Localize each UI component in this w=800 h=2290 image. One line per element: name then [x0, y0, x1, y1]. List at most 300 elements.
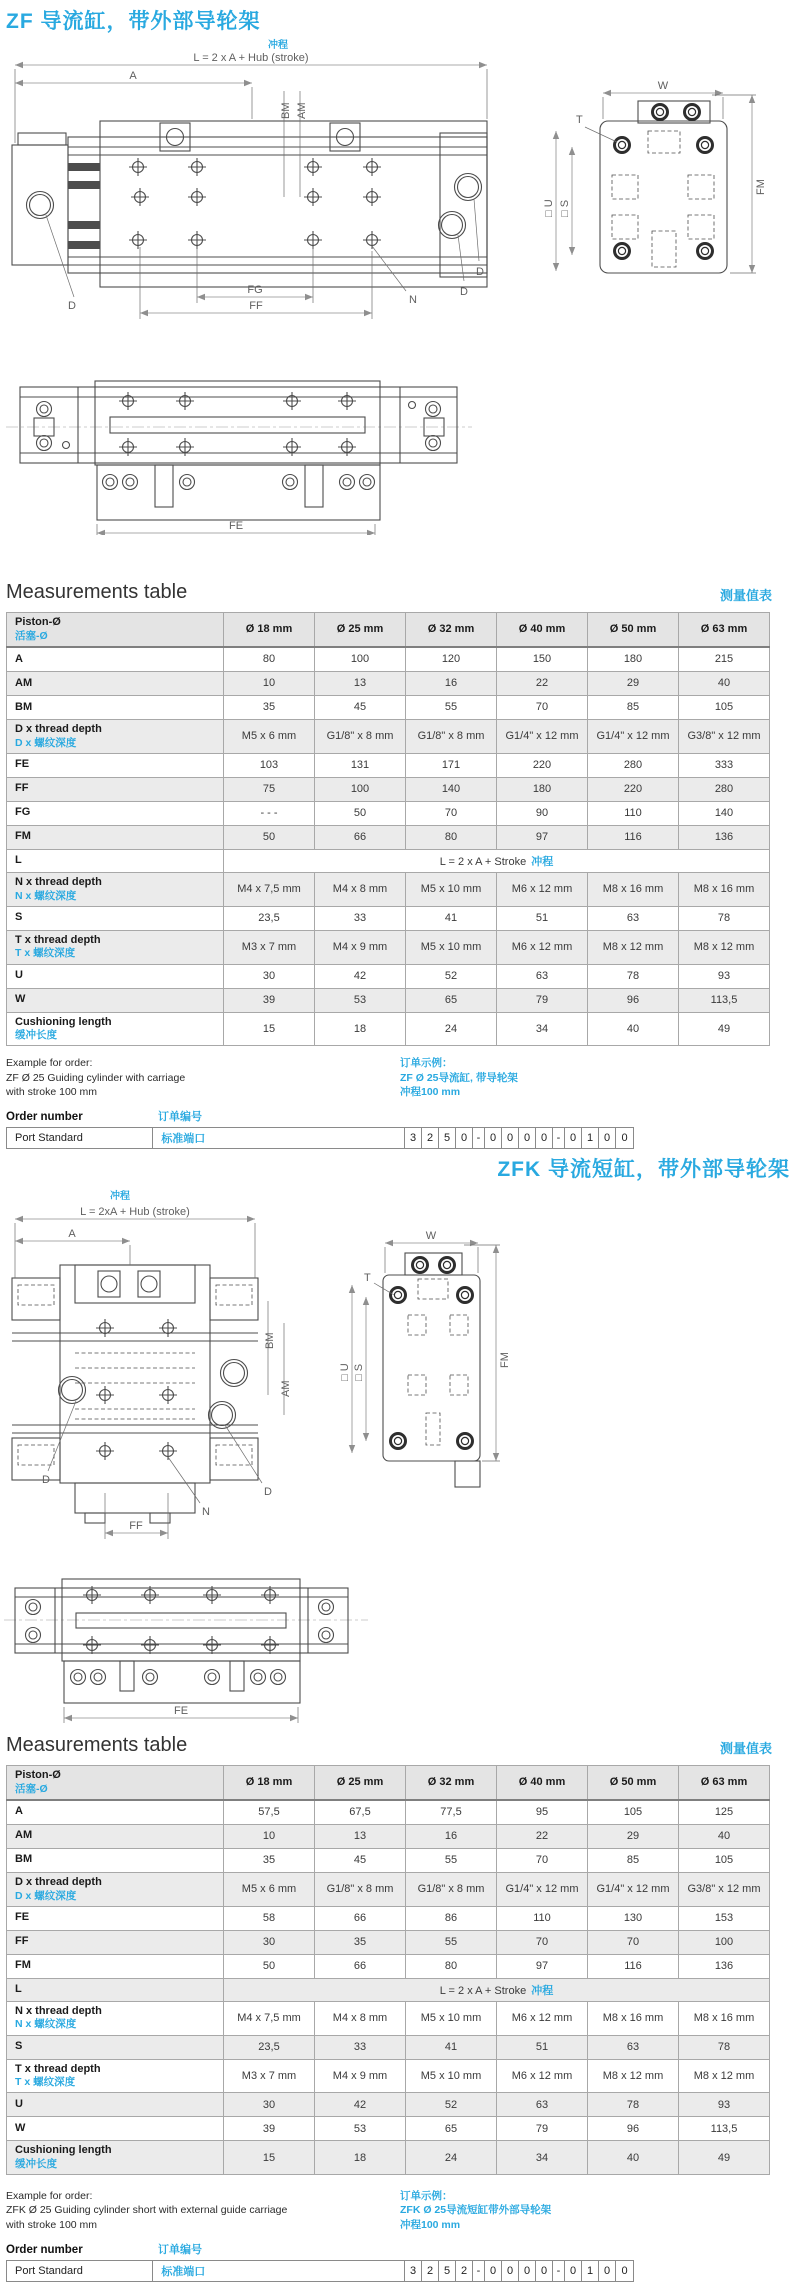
port-label-d: D [460, 286, 468, 298]
value-cell: M6 x 12 mm [497, 930, 588, 964]
value-cell: 105 [679, 1848, 770, 1872]
value-cell: 55 [406, 1930, 497, 1954]
value-cell: M8 x 12 mm [679, 2059, 770, 2093]
value-cell: M4 x 8 mm [315, 872, 406, 906]
value-cell: 53 [315, 2117, 406, 2141]
value-cell: 113,5 [679, 988, 770, 1012]
value-cell: 116 [588, 825, 679, 849]
column-header: Ø 18 mm [224, 1765, 315, 1799]
table-row [7, 719, 770, 753]
dim-label-u: □ U [543, 199, 555, 217]
port-label-d: D [476, 266, 484, 278]
row-label [7, 753, 224, 777]
value-cell: 86 [406, 1906, 497, 1930]
zf-top-view [12, 121, 487, 287]
value-cell: 45 [315, 695, 406, 719]
example-line-zh: 订单示例： [400, 1057, 453, 1070]
piston-label-en: Piston-Ø [15, 616, 61, 628]
value-cell: 40 [588, 2141, 679, 2175]
value-cell: 30 [224, 2093, 315, 2117]
row-label [7, 647, 224, 672]
table-row [7, 695, 770, 719]
code-digit: 0 [519, 2261, 536, 2281]
value-cell: 150 [497, 647, 588, 672]
row-label-en: FF [15, 1935, 29, 1948]
table-row [7, 1012, 770, 1046]
order-code-digits [405, 1128, 633, 1148]
value-cell: G1/8" x 8 mm [406, 719, 497, 753]
zf-end-view [600, 101, 727, 273]
row-label-en: BM [15, 1853, 33, 1866]
example-line: Example for order: [6, 1057, 93, 1070]
value-cell: 34 [497, 2141, 588, 2175]
value-cell: M4 x 9 mm [315, 2059, 406, 2093]
value-cell: 53 [315, 988, 406, 1012]
merged-formula-cell [224, 849, 770, 872]
column-header: Ø 40 mm [497, 613, 588, 647]
value-cell: 49 [679, 1012, 770, 1046]
value-cell: M5 x 10 mm [406, 930, 497, 964]
order-code-bar [6, 2260, 634, 2282]
value-cell: 180 [497, 777, 588, 801]
code-digit: 3 [405, 1128, 422, 1148]
zfk-front-view [15, 1579, 348, 1703]
value-cell: 110 [497, 1906, 588, 1930]
value-cell: 136 [679, 825, 770, 849]
piston-header [7, 613, 224, 647]
row-label-en: S [15, 911, 23, 924]
value-cell: G1/4" x 12 mm [588, 719, 679, 753]
stroke-cn-label: 冲程 [268, 40, 288, 51]
row-label [7, 1800, 224, 1825]
value-cell: M8 x 12 mm [679, 930, 770, 964]
column-header: Ø 32 mm [406, 613, 497, 647]
value-cell: 10 [224, 1824, 315, 1848]
row-label-zh: N x 螺纹深度 [15, 2018, 77, 2031]
value-cell: 333 [679, 753, 770, 777]
code-digit: 0 [621, 1131, 628, 1144]
order-example-en [6, 1056, 400, 1099]
value-cell: 35 [224, 1848, 315, 1872]
measurements-title-en: Measurements table [6, 1733, 188, 1756]
dim-label-s: □ S [353, 1363, 365, 1381]
value-cell: 51 [497, 2035, 588, 2059]
dim-label-ff: FF [249, 300, 263, 312]
row-label-en: FE [15, 758, 30, 771]
value-cell: G1/4" x 12 mm [588, 1872, 679, 1906]
row-label-en: N x thread depth [15, 2004, 102, 2017]
thread-label-n: N [409, 294, 417, 306]
merged-formula-cell [224, 1978, 770, 2001]
row-label [7, 719, 224, 753]
value-cell: 35 [224, 695, 315, 719]
value-cell: M8 x 16 mm [679, 2001, 770, 2035]
code-digit: 0 [565, 1128, 582, 1148]
value-cell: 65 [406, 988, 497, 1012]
row-label-en: AM [15, 1829, 33, 1842]
value-cell: 58 [224, 1906, 315, 1930]
code-digit: 0 [485, 2261, 502, 2281]
table-row [7, 753, 770, 777]
dim-label-l: L = 2xA + Hub (stroke) [80, 1205, 190, 1218]
value-cell: 78 [679, 2035, 770, 2059]
table-row [7, 906, 770, 930]
value-cell: 85 [588, 695, 679, 719]
row-label-en: D x thread depth [15, 722, 102, 735]
table-row [7, 1978, 770, 2001]
value-cell: M8 x 12 mm [588, 930, 679, 964]
value-cell: 140 [406, 777, 497, 801]
order-number-label-zh: 订单编号 [158, 1110, 202, 1123]
measurements-title-zh: 测量值表 [719, 1740, 772, 1756]
zfk-measurements-table-mount [0, 1765, 800, 2175]
code-separator: - [473, 1128, 485, 1148]
value-cell: 97 [497, 1954, 588, 1978]
value-cell: 66 [315, 825, 406, 849]
table-row [7, 671, 770, 695]
value-cell: 103 [224, 753, 315, 777]
value-cell: 50 [224, 1954, 315, 1978]
dim-label-fe: FE [228, 520, 244, 532]
dim-label-w: W [657, 80, 669, 92]
value-cell: G1/8" x 8 mm [406, 1872, 497, 1906]
row-label [7, 695, 224, 719]
value-cell: 80 [406, 1954, 497, 1978]
row-label [7, 849, 224, 872]
value-cell: 39 [224, 988, 315, 1012]
value-cell: 22 [497, 1824, 588, 1848]
thread-label-n: N [202, 1505, 210, 1518]
code-separator: - [473, 2261, 485, 2281]
row-label [7, 1954, 224, 1978]
value-cell: 13 [315, 1824, 406, 1848]
value-cell: 153 [679, 1906, 770, 1930]
row-label-en: A [15, 652, 23, 665]
value-cell: 70 [588, 1930, 679, 1954]
row-label [7, 906, 224, 930]
value-cell: 220 [588, 777, 679, 801]
row-label [7, 1012, 224, 1046]
piston-label-zh: 活塞-Ø [15, 1782, 48, 1795]
value-cell: 78 [679, 906, 770, 930]
value-cell: 13 [315, 671, 406, 695]
value-cell: 52 [406, 2093, 497, 2117]
table-row [7, 849, 770, 872]
value-cell: 79 [497, 988, 588, 1012]
column-header: Ø 25 mm [315, 1765, 406, 1799]
dim-label-a: A [129, 70, 137, 82]
l-formula-zh: 冲程 [531, 1984, 554, 1997]
order-number-label-en: Order number [6, 2243, 83, 2256]
column-header: Ø 18 mm [224, 613, 315, 647]
column-header: Ø 63 mm [679, 1765, 770, 1799]
value-cell: G1/8" x 8 mm [315, 719, 406, 753]
value-cell: 23,5 [224, 906, 315, 930]
port-standard-label: Port Standard [7, 2261, 153, 2281]
row-label [7, 1906, 224, 1930]
row-label-zh: T x 螺纹深度 [15, 947, 76, 960]
row-label [7, 1848, 224, 1872]
value-cell: 33 [315, 2035, 406, 2059]
zf-rail-teeth [68, 163, 100, 249]
row-label-en: S [15, 2040, 23, 2053]
row-label [7, 988, 224, 1012]
value-cell: 77,5 [406, 1800, 497, 1825]
example-line: with stroke 100 mm [6, 1085, 98, 1098]
row-label-zh: 缓冲长度 [15, 1029, 57, 1042]
code-digit: 0 [502, 2261, 519, 2281]
code-digit: 5 [439, 1128, 456, 1148]
value-cell: 63 [497, 964, 588, 988]
table-row [7, 872, 770, 906]
value-cell: 70 [497, 1848, 588, 1872]
row-label [7, 872, 224, 906]
value-cell: 93 [679, 964, 770, 988]
zf-order-section [6, 1056, 794, 1149]
value-cell: 80 [406, 825, 497, 849]
row-label [7, 777, 224, 801]
row-label-en: N x thread depth [15, 875, 102, 888]
dim-label-fm: FM [499, 1352, 511, 1368]
value-cell: M5 x 10 mm [406, 2001, 497, 2035]
value-cell: 15 [224, 2141, 315, 2175]
table-row [7, 1930, 770, 1954]
example-line-zh: ZFK Ø 25导流短缸带外部导轮架 [400, 2204, 552, 2217]
row-label [7, 2001, 224, 2035]
value-cell: 125 [679, 1800, 770, 1825]
value-cell: G1/8" x 8 mm [315, 1872, 406, 1906]
code-separator: - [553, 1128, 565, 1148]
value-cell: 18 [315, 1012, 406, 1046]
example-line-zh: ZF Ø 25导流缸, 带导轮架 [400, 1071, 518, 1084]
l-formula-zh: 冲程 [531, 855, 554, 868]
dim-label-fm: FM [755, 179, 767, 195]
table-row [7, 1848, 770, 1872]
value-cell: 41 [406, 2035, 497, 2059]
zfk-top-dimensions [15, 1219, 284, 1539]
value-cell: 70 [497, 1930, 588, 1954]
l-formula-en: L = 2 x A + Stroke [439, 1984, 527, 1997]
row-label-en: W [15, 2122, 26, 2135]
code-digit: 0 [621, 2264, 628, 2277]
dim-label-am: AM [280, 1380, 292, 1397]
measurements-title-en: Measurements table [6, 581, 188, 603]
zf-top-dimensions [15, 65, 487, 319]
value-cell: 180 [588, 647, 679, 672]
value-cell: 110 [588, 801, 679, 825]
port-label-d: D [68, 300, 76, 312]
l-formula-en: L = 2 x A + Stroke [439, 855, 527, 868]
value-cell: 49 [679, 2141, 770, 2175]
row-label [7, 2093, 224, 2117]
value-cell: 79 [497, 2117, 588, 2141]
value-cell: M6 x 12 mm [497, 2001, 588, 2035]
value-cell: M5 x 10 mm [406, 2059, 497, 2093]
order-code-bar [6, 1127, 634, 1149]
port-standard-label-zh: 标准端口 [153, 2261, 405, 2281]
code-digit: 0 [456, 1128, 473, 1148]
table-row [7, 825, 770, 849]
value-cell: 63 [497, 2093, 588, 2117]
value-cell: G1/4" x 12 mm [497, 719, 588, 753]
value-cell: 96 [588, 2117, 679, 2141]
zfk-end-view-detail [408, 1279, 468, 1445]
row-label [7, 1930, 224, 1954]
row-label-zh: N x 螺纹深度 [15, 889, 77, 902]
row-label [7, 2059, 224, 2093]
zf-measurements-table-mount [0, 612, 800, 1046]
row-label [7, 825, 224, 849]
value-cell: 24 [406, 1012, 497, 1046]
measurements-heading-2 [6, 1734, 772, 1757]
value-cell: 80 [224, 647, 315, 672]
value-cell: 105 [679, 695, 770, 719]
dim-label-l: L = 2 x A + Hub (stroke) [193, 52, 309, 64]
row-label-en: U [15, 2098, 23, 2111]
table-row [7, 2141, 770, 2175]
value-cell: 280 [679, 777, 770, 801]
value-cell: 33 [315, 906, 406, 930]
dim-label-bm: BM [280, 102, 292, 119]
value-cell: 63 [588, 2035, 679, 2059]
value-cell: 75 [224, 777, 315, 801]
value-cell: 95 [497, 1800, 588, 1825]
table-row [7, 988, 770, 1012]
piston-header [7, 1765, 224, 1799]
order-example-zh [400, 1056, 518, 1099]
value-cell: M4 x 7,5 mm [224, 872, 315, 906]
code-digit: 0 [519, 1128, 536, 1148]
dim-label-ff: FF [129, 1519, 143, 1532]
measurements-table [6, 1765, 770, 2175]
row-label [7, 1978, 224, 2001]
thread-label-t: T [364, 1271, 371, 1284]
value-cell: 93 [679, 2093, 770, 2117]
order-number-label-en: Order number [6, 1110, 83, 1123]
piston-label-en: Piston-Ø [15, 1768, 61, 1781]
code-digit: 1 [582, 1128, 599, 1148]
value-cell: 16 [406, 1824, 497, 1848]
value-cell: M6 x 12 mm [497, 872, 588, 906]
zfk-order-section [6, 2189, 794, 2282]
table-row [7, 1800, 770, 1825]
table-row [7, 2035, 770, 2059]
value-cell: 65 [406, 2117, 497, 2141]
column-header: Ø 50 mm [588, 613, 679, 647]
code-digit: 0 [599, 1128, 616, 1148]
section1-title: ZF 导流缸，带外部导轮架 [6, 10, 261, 33]
code-digit: 2 [422, 2261, 439, 2281]
row-label-zh: 缓冲长度 [15, 2158, 57, 2171]
value-cell: 171 [406, 753, 497, 777]
code-digit: 5 [439, 2261, 456, 2281]
stroke-cn-label: 冲程 [110, 1190, 130, 1202]
value-cell: 30 [224, 964, 315, 988]
value-cell: 66 [315, 1906, 406, 1930]
row-label-en: U [15, 969, 23, 982]
example-line-zh: 订单示例： [400, 2190, 453, 2203]
row-label-en: T x thread depth [15, 933, 101, 946]
value-cell: 30 [224, 1930, 315, 1954]
value-cell: 215 [679, 647, 770, 672]
value-cell: 16 [406, 671, 497, 695]
dim-label-w: W [425, 1229, 437, 1242]
column-header: Ø 50 mm [588, 1765, 679, 1799]
code-digit: 0 [536, 2261, 553, 2281]
value-cell: M8 x 16 mm [588, 872, 679, 906]
value-cell: 41 [406, 906, 497, 930]
piston-label-zh: 活塞-Ø [15, 629, 48, 642]
zfk-technical-drawing [0, 1183, 800, 1728]
value-cell: G3/8" x 12 mm [679, 1872, 770, 1906]
value-cell: 52 [406, 964, 497, 988]
value-cell: G1/4" x 12 mm [497, 1872, 588, 1906]
value-cell: 24 [406, 2141, 497, 2175]
value-cell: 50 [224, 825, 315, 849]
port-standard-label: Port Standard [7, 1128, 153, 1148]
value-cell: 39 [224, 2117, 315, 2141]
row-label-en: BM [15, 700, 33, 713]
code-digit: 2 [456, 2261, 473, 2281]
table-row [7, 2059, 770, 2093]
order-number-label-zh: 订单编号 [158, 2243, 202, 2256]
section2-title: ZFK 导流短缸，带外部导轮架 [497, 1157, 790, 1181]
row-label-zh: D x 螺纹深度 [15, 736, 77, 749]
code-digit: 2 [422, 1128, 439, 1148]
value-cell: 78 [588, 2093, 679, 2117]
dim-label-bm: BM [264, 1332, 276, 1349]
row-label-en: AM [15, 676, 33, 689]
table-row [7, 1824, 770, 1848]
row-label-en: Cushioning length [15, 1015, 112, 1028]
value-cell: 67,5 [315, 1800, 406, 1825]
row-label [7, 2117, 224, 2141]
value-cell: 130 [588, 1906, 679, 1930]
row-label [7, 930, 224, 964]
code-digit: 0 [536, 1128, 553, 1148]
row-label-en: FE [15, 1911, 30, 1924]
table-row [7, 1954, 770, 1978]
value-cell: 55 [406, 1848, 497, 1872]
value-cell: 55 [406, 695, 497, 719]
order-example-zh [400, 2189, 551, 2232]
example-line-zh: 冲程100 mm [400, 1085, 461, 1098]
value-cell: 40 [588, 1012, 679, 1046]
value-cell: M5 x 6 mm [224, 1872, 315, 1906]
row-label-en: L [15, 853, 22, 866]
value-cell: 18 [315, 2141, 406, 2175]
zf-drawing-labels [68, 38, 767, 532]
table-row [7, 2117, 770, 2141]
dim-label-am: AM [296, 102, 308, 119]
example-line: with stroke 100 mm [6, 2218, 98, 2231]
table-row [7, 777, 770, 801]
measurements-title-zh: 测量值表 [719, 588, 772, 603]
zf-technical-drawing [0, 35, 800, 535]
table-row [7, 2093, 770, 2117]
catalog-page [0, 5, 800, 2282]
value-cell: 29 [588, 1824, 679, 1848]
value-cell: 40 [679, 1824, 770, 1848]
value-cell: M3 x 7 mm [224, 2059, 315, 2093]
value-cell: 29 [588, 671, 679, 695]
order-number-heading [6, 2241, 794, 2257]
value-cell: 50 [315, 801, 406, 825]
order-example [6, 2189, 794, 2232]
value-cell: M8 x 12 mm [588, 2059, 679, 2093]
row-label-en: FG [15, 806, 31, 819]
table-row [7, 1872, 770, 1906]
